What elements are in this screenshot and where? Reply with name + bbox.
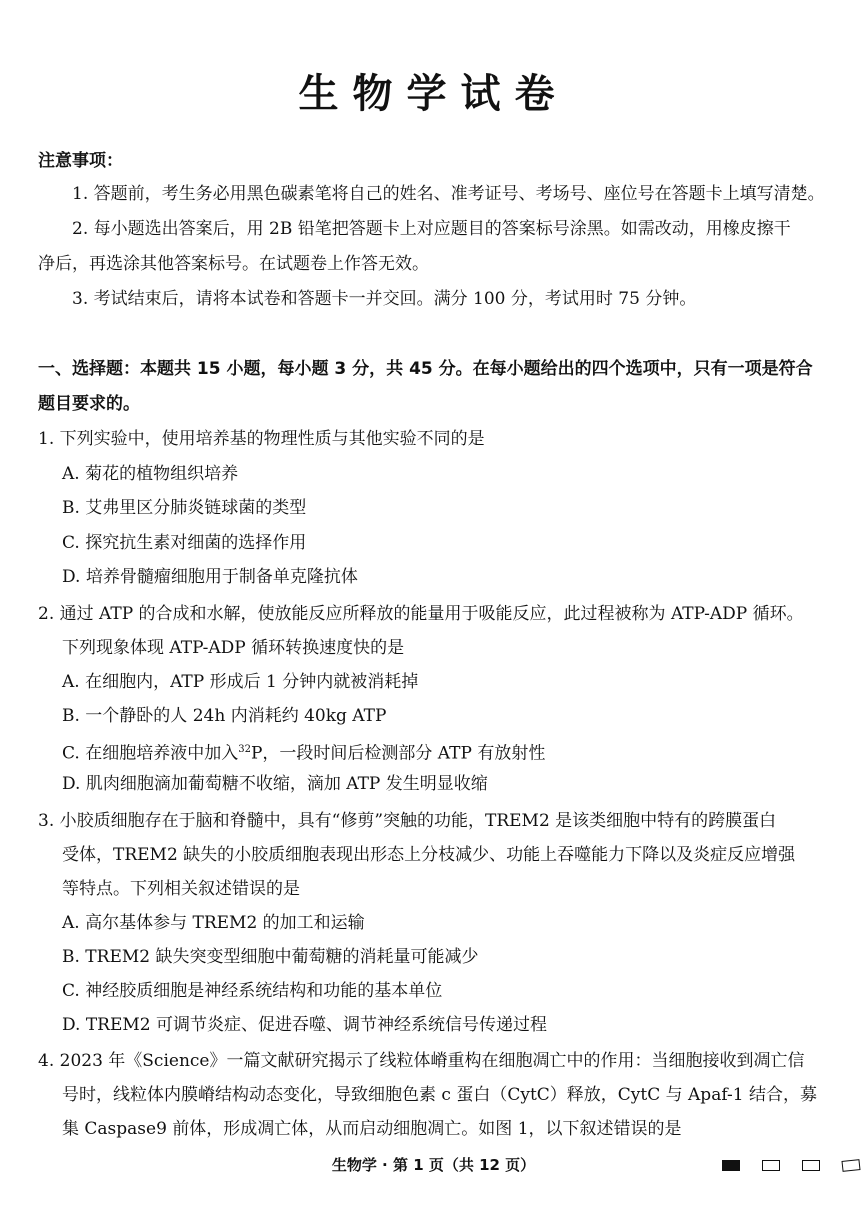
- notice-item-1: 1. 答题前，考生务必用黑色碳素笔将自己的姓名、准考证号、考场号、座位号在答题卡上填写清楚。: [72, 184, 825, 204]
- q4-stem-1: 4. 2023 年《Science》一篇文献研究揭示了线粒体嵴重构在细胞凋亡中的作用：当细胞接收到凋亡信: [38, 1051, 805, 1071]
- q1-option-a: A. 菊花的植物组织培养: [62, 464, 239, 484]
- q2-option-c-pre: C. 在细胞培养液中加入: [62, 743, 239, 764]
- q3-option-b: B. TREM2 缺失突变型细胞中葡萄糖的消耗量可能减少: [62, 947, 479, 967]
- q2-option-d: D. 肌肉细胞滴加葡萄糖不收缩，滴加 ATP 发生明显收缩: [62, 774, 488, 794]
- page-title: 生物学试卷: [298, 71, 569, 117]
- notice-item-2: 2. 每小题选出答案后，用 2B 铅笔把答题卡上对应题目的答案标号涂黑。如需改动，用橡皮擦干: [72, 219, 791, 239]
- q3-stem-2: 受体，TREM2 缺失的小胶质细胞表现出形态上分枝减少、功能上吞噬能力下降以及炎症反应增强: [62, 845, 796, 865]
- q2-option-c-isotope: 32: [238, 744, 251, 755]
- empty-square-icon: [802, 1160, 820, 1171]
- q1-option-d: D. 培养骨髓瘤细胞用于制备单克隆抗体: [62, 567, 358, 587]
- q3-option-c: C. 神经胶质细胞是神经系统结构和功能的基本单位: [62, 981, 443, 1001]
- q3-stem-3: 等特点。下列相关叙述错误的是: [62, 879, 300, 899]
- q1-stem: 1. 下列实验中，使用培养基的物理性质与其他实验不同的是: [38, 429, 485, 449]
- notice-heading: 注意事项：: [38, 151, 123, 171]
- q1-option-b: B. 艾弗里区分肺炎链球菌的类型: [62, 498, 307, 518]
- q2-option-c-post: P，一段时间后检测部分 ATP 有放射性: [250, 743, 546, 764]
- q3-option-d: D. TREM2 可调节炎症、促进吞噬、调节神经系统信号传递过程: [62, 1015, 548, 1035]
- q2-option-c: [62, 739, 545, 765]
- q3-option-a: A. 高尔基体参与 TREM2 的加工和运输: [62, 913, 365, 933]
- filled-square-icon: [722, 1160, 740, 1171]
- q4-stem-3: 集 Caspase9 前体，形成凋亡体，从而启动细胞凋亡。如图 1，以下叙述错误的是: [62, 1119, 682, 1139]
- page-footer: 生物学 · 第 1 页（共 12 页）: [331, 1156, 536, 1174]
- empty-square-icon: [762, 1160, 780, 1171]
- q4-stem-2: 号时，线粒体内膜嵴结构动态变化，导致细胞色素 c 蛋白（CytC）释放，CytC 与 Apaf-1 结合，募: [62, 1085, 817, 1105]
- notice-item-3: 3. 考试结束后，请将本试卷和答题卡一并交回。满分 100 分，考试用时 75 分钟。: [72, 289, 697, 309]
- q3-stem-1: 3. 小胶质细胞存在于脑和脊髓中，具有“修剪”突触的功能，TREM2 是该类细胞中特有的跨膜蛋白: [38, 811, 777, 831]
- notice-item-2-cont: 净后，再选涂其他答案标号。在试题卷上作答无效。: [38, 254, 429, 274]
- q2-option-b: B. 一个静卧的人 24h 内消耗约 40kg ATP: [62, 706, 387, 726]
- q2-stem-1: 2. 通过 ATP 的合成和水解，使放能反应所释放的能量用于吸能反应，此过程被称为 ATP-ADP 循环。: [38, 604, 804, 624]
- q1-option-c: C. 探究抗生素对细菌的选择作用: [62, 533, 307, 553]
- q2-option-a: A. 在细胞内，ATP 形成后 1 分钟内就被消耗掉: [62, 672, 419, 692]
- page-position-marks: [722, 1160, 860, 1171]
- q2-stem-2: 下列现象体现 ATP-ADP 循环转换速度快的是: [62, 638, 405, 658]
- section-heading: 一、选择题：本题共 15 小题，每小题 3 分，共 45 分。在每小题给出的四个选项中，只有一项是符合: [38, 359, 813, 379]
- section-heading-cont: 题目要求的。: [38, 394, 140, 414]
- empty-square-icon: [841, 1159, 860, 1172]
